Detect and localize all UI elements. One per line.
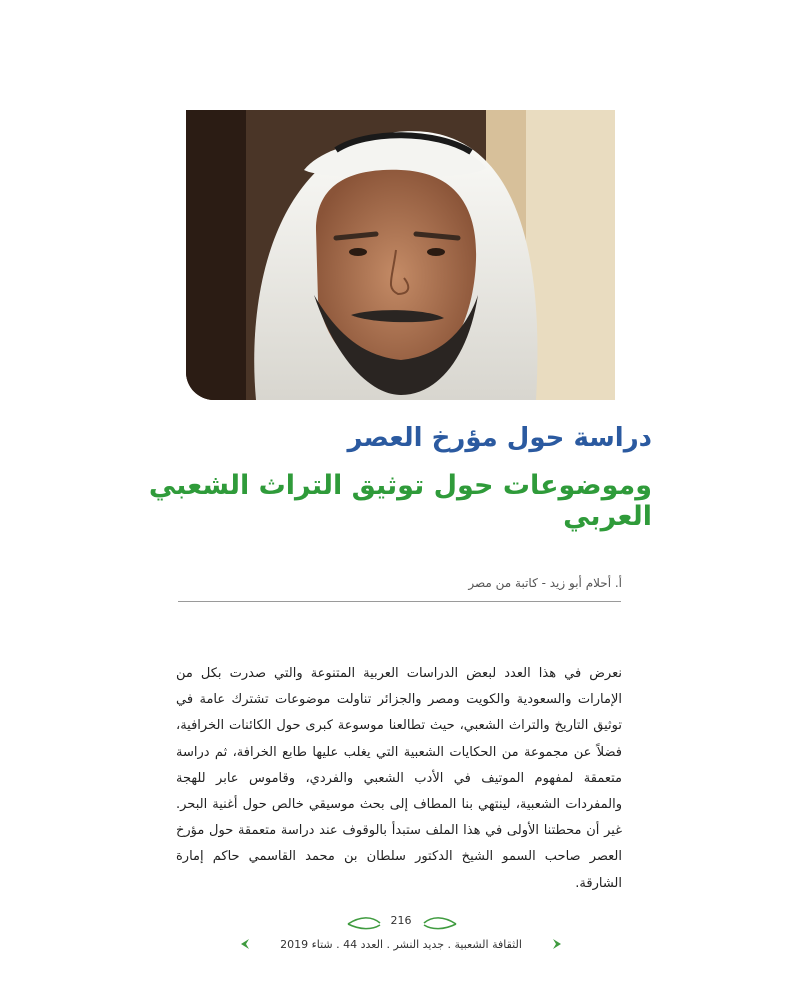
- green-arrow-left-icon: [238, 938, 250, 950]
- page-number: 216: [390, 914, 412, 927]
- author-byline: أ. أحلام أبو زيد - كاتبة من مصر: [468, 576, 622, 590]
- byline-divider: [178, 601, 621, 602]
- article-body: نعرض في هذا العدد لبعض الدراسات العربية المتنوعة والتي صدرت بكل من الإمارات والسعودية والكويت ومصر والجزائر تناولت موضوعات تشترك عامة في توثيق التاريخ والتراث الشعبي، حيث تطالعنا موسوعة كبرى حول الكائنات الخرافية، فضلاً عن مجموعة من الحكايات الشعبية التي يغلب عليها طابع الخرافة، ثم دراسة متعمقة لمفهوم الموتيف في الأدب الشعبي والفردي، وقاموس عابر للهجة والمفردات الشعبية، لينتهي بنا المطاف إلى بحث موسيقي خالص حول أغنية البحر. غير أن محطتنا الأولى في هذا الملف ستبدأ بالوقوف عند دراسة متعمقة حول مؤرخ العصر صاحب السمو الشيخ الدكتور سلطان بن محمد القاسمي حاكم إمارة الشارقة.: [176, 666, 622, 891]
- article-title-line2: وموضوعات حول توثيق التراث الشعبي العربي: [148, 470, 652, 532]
- article-title-line1: دراسة حول مؤرخ العصر: [347, 423, 652, 453]
- footer-publication-text: الثقافة الشعبية . جديد النشر . العدد 44 . شتاء 2019: [280, 937, 522, 951]
- page-footer: [238, 936, 564, 952]
- green-arrow-right-icon: [552, 938, 564, 950]
- portrait-photo: [186, 110, 615, 400]
